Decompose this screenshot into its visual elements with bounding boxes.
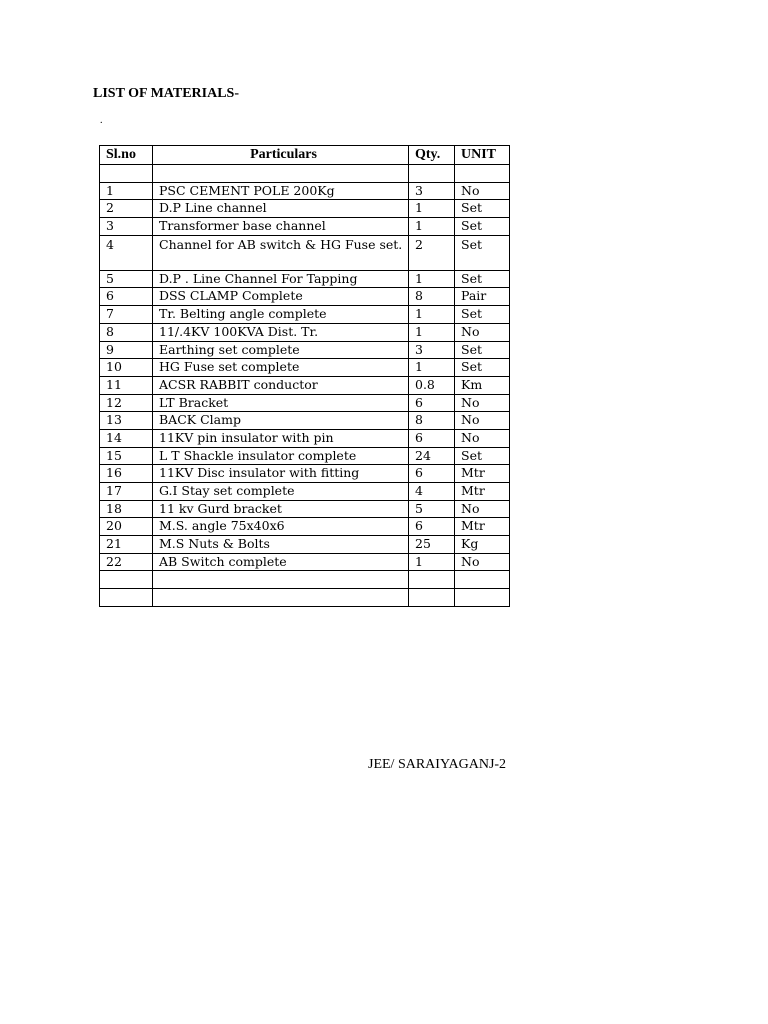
cell-qty: 5: [409, 500, 455, 518]
header-particulars: Particulars: [153, 146, 409, 165]
cell-qty: 2: [409, 235, 455, 270]
table-row: [100, 341, 510, 359]
cell-slno: 5: [100, 270, 153, 288]
table-row: [100, 165, 510, 183]
table-row: [100, 288, 510, 306]
cell-particulars: 11/.4KV 100KVA Dist. Tr.: [153, 323, 409, 341]
table-row: [100, 429, 510, 447]
table-row: [100, 394, 510, 412]
cell-qty: 6: [409, 394, 455, 412]
cell-qty: 1: [409, 553, 455, 571]
cell-slno: 12: [100, 394, 153, 412]
cell-unit: No: [455, 394, 510, 412]
cell-slno: 22: [100, 553, 153, 571]
cell-unit: [455, 589, 510, 607]
cell-particulars: [153, 589, 409, 607]
cell-qty: 1: [409, 218, 455, 236]
cell-unit: Set: [455, 270, 510, 288]
cell-qty: 1: [409, 359, 455, 377]
cell-unit: Set: [455, 200, 510, 218]
cell-particulars: D.P Line channel: [153, 200, 409, 218]
stray-dot: .: [100, 115, 103, 126]
cell-slno: 9: [100, 341, 153, 359]
cell-slno: 8: [100, 323, 153, 341]
cell-slno: 7: [100, 306, 153, 324]
cell-particulars: BACK Clamp: [153, 412, 409, 430]
table-row: [100, 500, 510, 518]
header-unit: UNIT: [455, 146, 510, 165]
cell-qty: 1: [409, 306, 455, 324]
cell-particulars: M.S Nuts & Bolts: [153, 536, 409, 554]
cell-particulars: Transformer base channel: [153, 218, 409, 236]
cell-particulars: PSC CEMENT POLE 200Kg: [153, 182, 409, 200]
cell-qty: 6: [409, 518, 455, 536]
cell-slno: [100, 571, 153, 589]
cell-unit: Set: [455, 447, 510, 465]
cell-particulars: Channel for AB switch & HG Fuse set.: [153, 235, 409, 270]
cell-slno: 10: [100, 359, 153, 377]
cell-slno: 2: [100, 200, 153, 218]
cell-qty: 1: [409, 200, 455, 218]
cell-particulars: LT Bracket: [153, 394, 409, 412]
table-row: [100, 359, 510, 377]
cell-qty: 1: [409, 270, 455, 288]
cell-slno: 16: [100, 465, 153, 483]
table-row: [100, 518, 510, 536]
cell-particulars: D.P . Line Channel For Tapping: [153, 270, 409, 288]
table-header-row: [100, 146, 510, 165]
cell-particulars: 11 kv Gurd bracket: [153, 500, 409, 518]
cell-unit: Km: [455, 376, 510, 394]
cell-unit: Pair: [455, 288, 510, 306]
table-row: [100, 571, 510, 589]
cell-qty: 8: [409, 288, 455, 306]
table-row: [100, 536, 510, 554]
cell-unit: Set: [455, 235, 510, 270]
cell-unit: No: [455, 553, 510, 571]
cell-slno: 4: [100, 235, 153, 270]
cell-slno: 17: [100, 483, 153, 501]
cell-qty: 3: [409, 182, 455, 200]
table-row: [100, 589, 510, 607]
materials-table: [99, 145, 510, 607]
cell-slno: 20: [100, 518, 153, 536]
cell-particulars: [153, 571, 409, 589]
cell-unit: Set: [455, 359, 510, 377]
cell-qty: 24: [409, 447, 455, 465]
cell-qty: 1: [409, 323, 455, 341]
cell-slno: [100, 165, 153, 183]
header-qty: Qty.: [409, 146, 455, 165]
table-row: [100, 465, 510, 483]
cell-qty: 4: [409, 483, 455, 501]
cell-particulars: G.I Stay set complete: [153, 483, 409, 501]
cell-slno: 21: [100, 536, 153, 554]
cell-unit: No: [455, 323, 510, 341]
cell-unit: Mtr: [455, 518, 510, 536]
cell-qty: 6: [409, 429, 455, 447]
table-row: [100, 306, 510, 324]
document-title: LIST OF MATERIALS-: [93, 86, 239, 101]
cell-unit: No: [455, 500, 510, 518]
cell-unit: Set: [455, 306, 510, 324]
cell-slno: 1: [100, 182, 153, 200]
cell-particulars: 11KV pin insulator with pin: [153, 429, 409, 447]
table-row: [100, 323, 510, 341]
cell-slno: 15: [100, 447, 153, 465]
cell-slno: 18: [100, 500, 153, 518]
cell-qty: 3: [409, 341, 455, 359]
cell-qty: [409, 589, 455, 607]
header-slno: Sl.no: [100, 146, 153, 165]
cell-particulars: AB Switch complete: [153, 553, 409, 571]
cell-unit: No: [455, 412, 510, 430]
signature-block: JEE/ SARAIYAGANJ-2: [368, 757, 507, 772]
table-row: [100, 270, 510, 288]
table-row: [100, 483, 510, 501]
cell-qty: 6: [409, 465, 455, 483]
cell-unit: Set: [455, 218, 510, 236]
table-row: [100, 200, 510, 218]
cell-particulars: [153, 165, 409, 183]
table-row: [100, 553, 510, 571]
table-row: [100, 182, 510, 200]
cell-qty: 0.8: [409, 376, 455, 394]
cell-slno: 3: [100, 218, 153, 236]
table-row: [100, 218, 510, 236]
cell-slno: [100, 589, 153, 607]
cell-qty: [409, 165, 455, 183]
cell-unit: Mtr: [455, 483, 510, 501]
cell-qty: 8: [409, 412, 455, 430]
cell-unit: No: [455, 429, 510, 447]
table-row: [100, 376, 510, 394]
cell-particulars: Tr. Belting angle complete: [153, 306, 409, 324]
cell-particulars: ACSR RABBIT conductor: [153, 376, 409, 394]
cell-slno: 14: [100, 429, 153, 447]
cell-particulars: M.S. angle 75x40x6: [153, 518, 409, 536]
cell-unit: Kg: [455, 536, 510, 554]
cell-unit: Set: [455, 341, 510, 359]
cell-qty: [409, 571, 455, 589]
cell-slno: 13: [100, 412, 153, 430]
table-row: [100, 447, 510, 465]
cell-particulars: HG Fuse set complete: [153, 359, 409, 377]
cell-unit: No: [455, 182, 510, 200]
cell-particulars: Earthing set complete: [153, 341, 409, 359]
cell-qty: 25: [409, 536, 455, 554]
cell-slno: 6: [100, 288, 153, 306]
cell-unit: Mtr: [455, 465, 510, 483]
cell-unit: [455, 571, 510, 589]
cell-particulars: DSS CLAMP Complete: [153, 288, 409, 306]
table-row: [100, 412, 510, 430]
cell-particulars: 11KV Disc insulator with fitting: [153, 465, 409, 483]
table-row: [100, 235, 510, 270]
cell-unit: [455, 165, 510, 183]
cell-particulars: L T Shackle insulator complete: [153, 447, 409, 465]
cell-slno: 11: [100, 376, 153, 394]
